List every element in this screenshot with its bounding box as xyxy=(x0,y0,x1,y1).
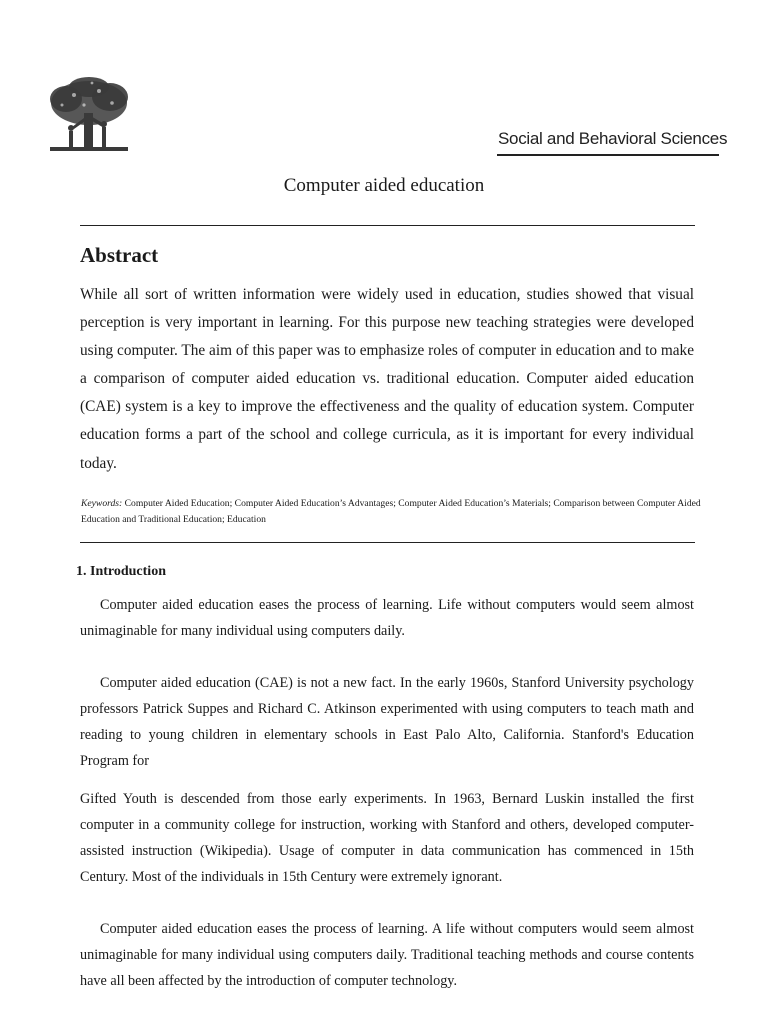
paper-title: Computer aided education xyxy=(283,175,485,196)
keywords-text: Computer Aided Education; Computer Aided Education’s Advantages; Computer Aided Education’s Materials; Comparison between Computer Aided Education and Traditional Education; Education xyxy=(81,498,701,525)
journal-underline xyxy=(497,154,719,156)
top-divider xyxy=(80,225,695,226)
bottom-divider xyxy=(80,542,695,543)
section-number: 1. xyxy=(76,564,87,579)
section-heading xyxy=(76,564,166,580)
keywords-label: Keywords: xyxy=(81,498,123,509)
publisher-tree-logo xyxy=(44,75,134,155)
intro-paragraph-3: Gifted Youth is descended from those early experiments. In 1963, Bernard Luskin installed the first computer in a community college for instruction, working with Stanford and others, developed computer-assisted instruction (Wikipedia). Usage of computer in data communication has commenced in 15th Century. Most of the individuals in 15th Century were extremely ignorant. xyxy=(80,791,694,885)
intro-paragraph-4: Computer aided education eases the process of learning. A life without computers would seem almost unimaginable for many individual using computers daily. Traditional teaching methods and course contents have all been affected by the introduction of computer technology. xyxy=(80,921,694,989)
intro-paragraph-2: Computer aided education (CAE) is not a new fact. In the early 1960s, Stanford University psychology professors Patrick Suppes and Richard C. Atkinson experimented with using computers to teach math and reading to young children in elementary schools in East Palo Alto, California. Stanford's Education Program for xyxy=(80,675,694,769)
intro-paragraph-1: Computer aided education eases the process of learning. Life without computers would seem almost unimaginable for many individual using computers daily. xyxy=(80,597,694,639)
journal-name: Social and Behavioral Sciences xyxy=(498,129,728,148)
abstract-heading: Abstract xyxy=(80,243,159,267)
keywords xyxy=(81,496,701,528)
abstract-text: While all sort of written information were widely used in education, studies showed that visual perception is very important in learning. For this purpose new teaching strategies were developed using computer. The aim of this paper was to emphasize roles of computer in education and to make a comparison of computer aided education vs. traditional education. Computer aided education (CAE) system is a key to improve the effectiveness and the quality of education system. Computer education forms a part of the school and college curricula, as it is important for every individual today. xyxy=(80,286,694,472)
section-title: Introduction xyxy=(90,564,166,579)
